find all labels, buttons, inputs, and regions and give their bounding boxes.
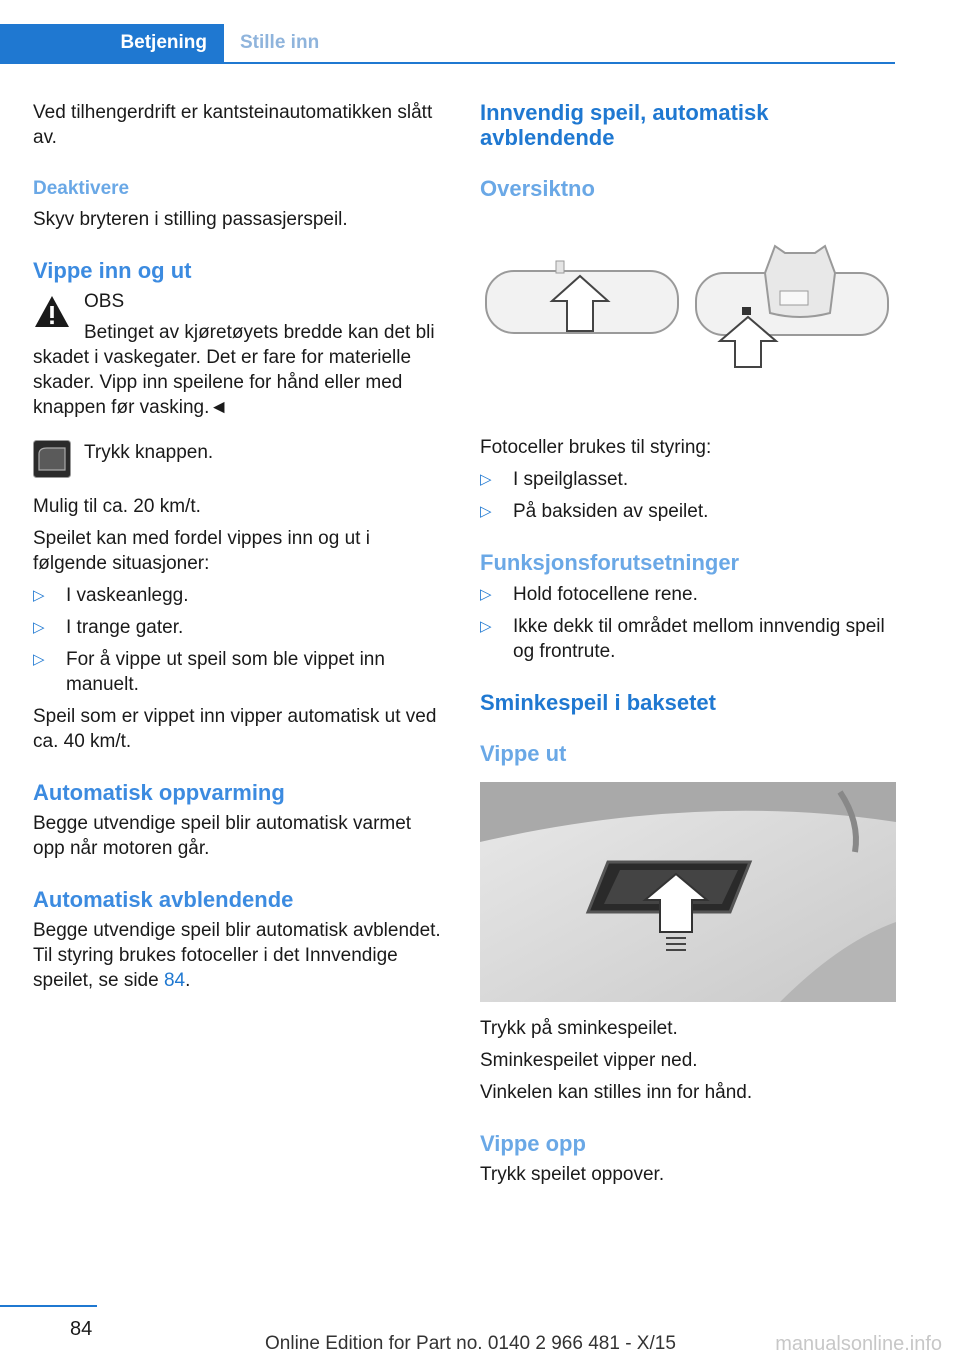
trykk-text: Trykk knappen. — [84, 442, 214, 463]
fotoceller-text: Fotoceller brukes til styring: — [480, 437, 712, 458]
mulig-text: Mulig til ca. 20 km/t. — [33, 496, 201, 517]
deaktivere-heading: Deaktivere — [33, 178, 130, 199]
trykk-sminke-text: Trykk på sminkespeilet. — [480, 1018, 678, 1039]
triangle-bullet-icon: ▷ — [33, 619, 45, 636]
speilet-text: Speilet kan med fordel vippes inn og ut i følgende situasjoner: — [33, 528, 370, 574]
vippe-ut-heading: Vippe ut — [480, 741, 567, 766]
triangle-bullet-icon: ▷ — [480, 586, 492, 603]
vanity-mirror-photo — [480, 782, 896, 1002]
deaktivere-text: Skyv bryteren i stilling passasjerspeil. — [33, 209, 348, 230]
innvendig-heading: Innvendig speil, automatisk avblendende — [480, 100, 769, 150]
triangle-bullet-icon: ▷ — [480, 503, 492, 520]
sminkespeil-heading: Sminkespeil i baksetet — [480, 690, 716, 715]
tab-stille-inn[interactable]: Stille inn — [240, 32, 320, 53]
vipper-ned-text: Sminkespeilet vipper ned. — [480, 1050, 698, 1071]
triangle-bullet-icon: ▷ — [33, 587, 45, 604]
vippe-opp-heading: Vippe opp — [480, 1131, 586, 1156]
triangle-bullet-icon: ▷ — [480, 618, 492, 635]
mirror-fold-button-icon — [33, 440, 71, 478]
photocell-list — [480, 467, 896, 524]
list-item: ▷ I speilglasset. — [480, 469, 629, 490]
vinkel-text: Vinkelen kan stilles inn for hånd. — [480, 1082, 753, 1103]
warning-block — [33, 289, 441, 420]
list-item: ▷ Ikke dekk til området mellom innvendig speil og frontrute. — [480, 616, 885, 662]
chapter-tabs — [0, 24, 895, 64]
requirements-list — [480, 582, 896, 664]
watermark: manualsonline.info — [775, 1333, 942, 1355]
obs-text: Betinget av kjøretøyets bredde kan det bli skadet i vaskegater. Det er fare for materielle skader. Vipp inn speilene for hånd eller med knappen før vasking.◄ — [33, 322, 435, 418]
funksjon-heading: Funksjonsforutsetninger — [480, 550, 740, 575]
edition-footer: Online Edition for Part no. 0140 2 966 481 - X/15 — [265, 1333, 676, 1354]
oppvarming-text: Begge utvendige speil blir automatisk varmet opp når motoren går. — [33, 813, 412, 859]
list-item: ▷ For å vippe ut speil som ble vippet inn manuelt. — [33, 649, 385, 695]
list-item: ▷ I vaskeanlegg. — [33, 585, 189, 606]
page-number: 84 — [70, 1318, 93, 1340]
warning-icon — [33, 293, 71, 331]
oversikt-heading: Oversiktno — [480, 176, 595, 201]
obs-title: OBS — [84, 291, 125, 312]
speil-auto-text: Speil som er vippet inn vipper automatisk ut ved ca. 40 km/t. — [33, 706, 437, 752]
oppvarming-heading: Automatisk oppvarming — [33, 780, 285, 805]
avblendende-text: Begge utvendige speil blir automatisk avblendet. Til styring brukes fotoceller i det Innvendige speilet, se side 84. — [33, 920, 441, 991]
left-column — [33, 100, 441, 993]
situations-list — [33, 583, 441, 697]
list-item: ▷ På baksiden av speilet. — [480, 501, 709, 522]
page-number-rule — [0, 1305, 97, 1307]
vippe-heading: Vippe inn og ut — [33, 258, 192, 283]
trykk-opp-text: Trykk speilet oppover. — [480, 1164, 665, 1185]
page-link[interactable]: 84 — [163, 970, 186, 991]
mirror-photocell-illustration — [480, 241, 896, 381]
trailer-text: Ved tilhengerdrift er kantsteinautomatikken slått av. — [33, 102, 433, 148]
list-item: ▷ I trange gater. — [33, 617, 184, 638]
tab-betjening[interactable]: Betjening — [0, 24, 224, 62]
triangle-bullet-icon: ▷ — [33, 651, 45, 668]
avblendende-heading: Automatisk avblendende — [33, 887, 294, 912]
button-row — [33, 440, 441, 480]
list-item: ▷ Hold fotocellene rene. — [480, 584, 698, 605]
right-column — [480, 100, 896, 1187]
triangle-bullet-icon: ▷ — [480, 471, 492, 488]
